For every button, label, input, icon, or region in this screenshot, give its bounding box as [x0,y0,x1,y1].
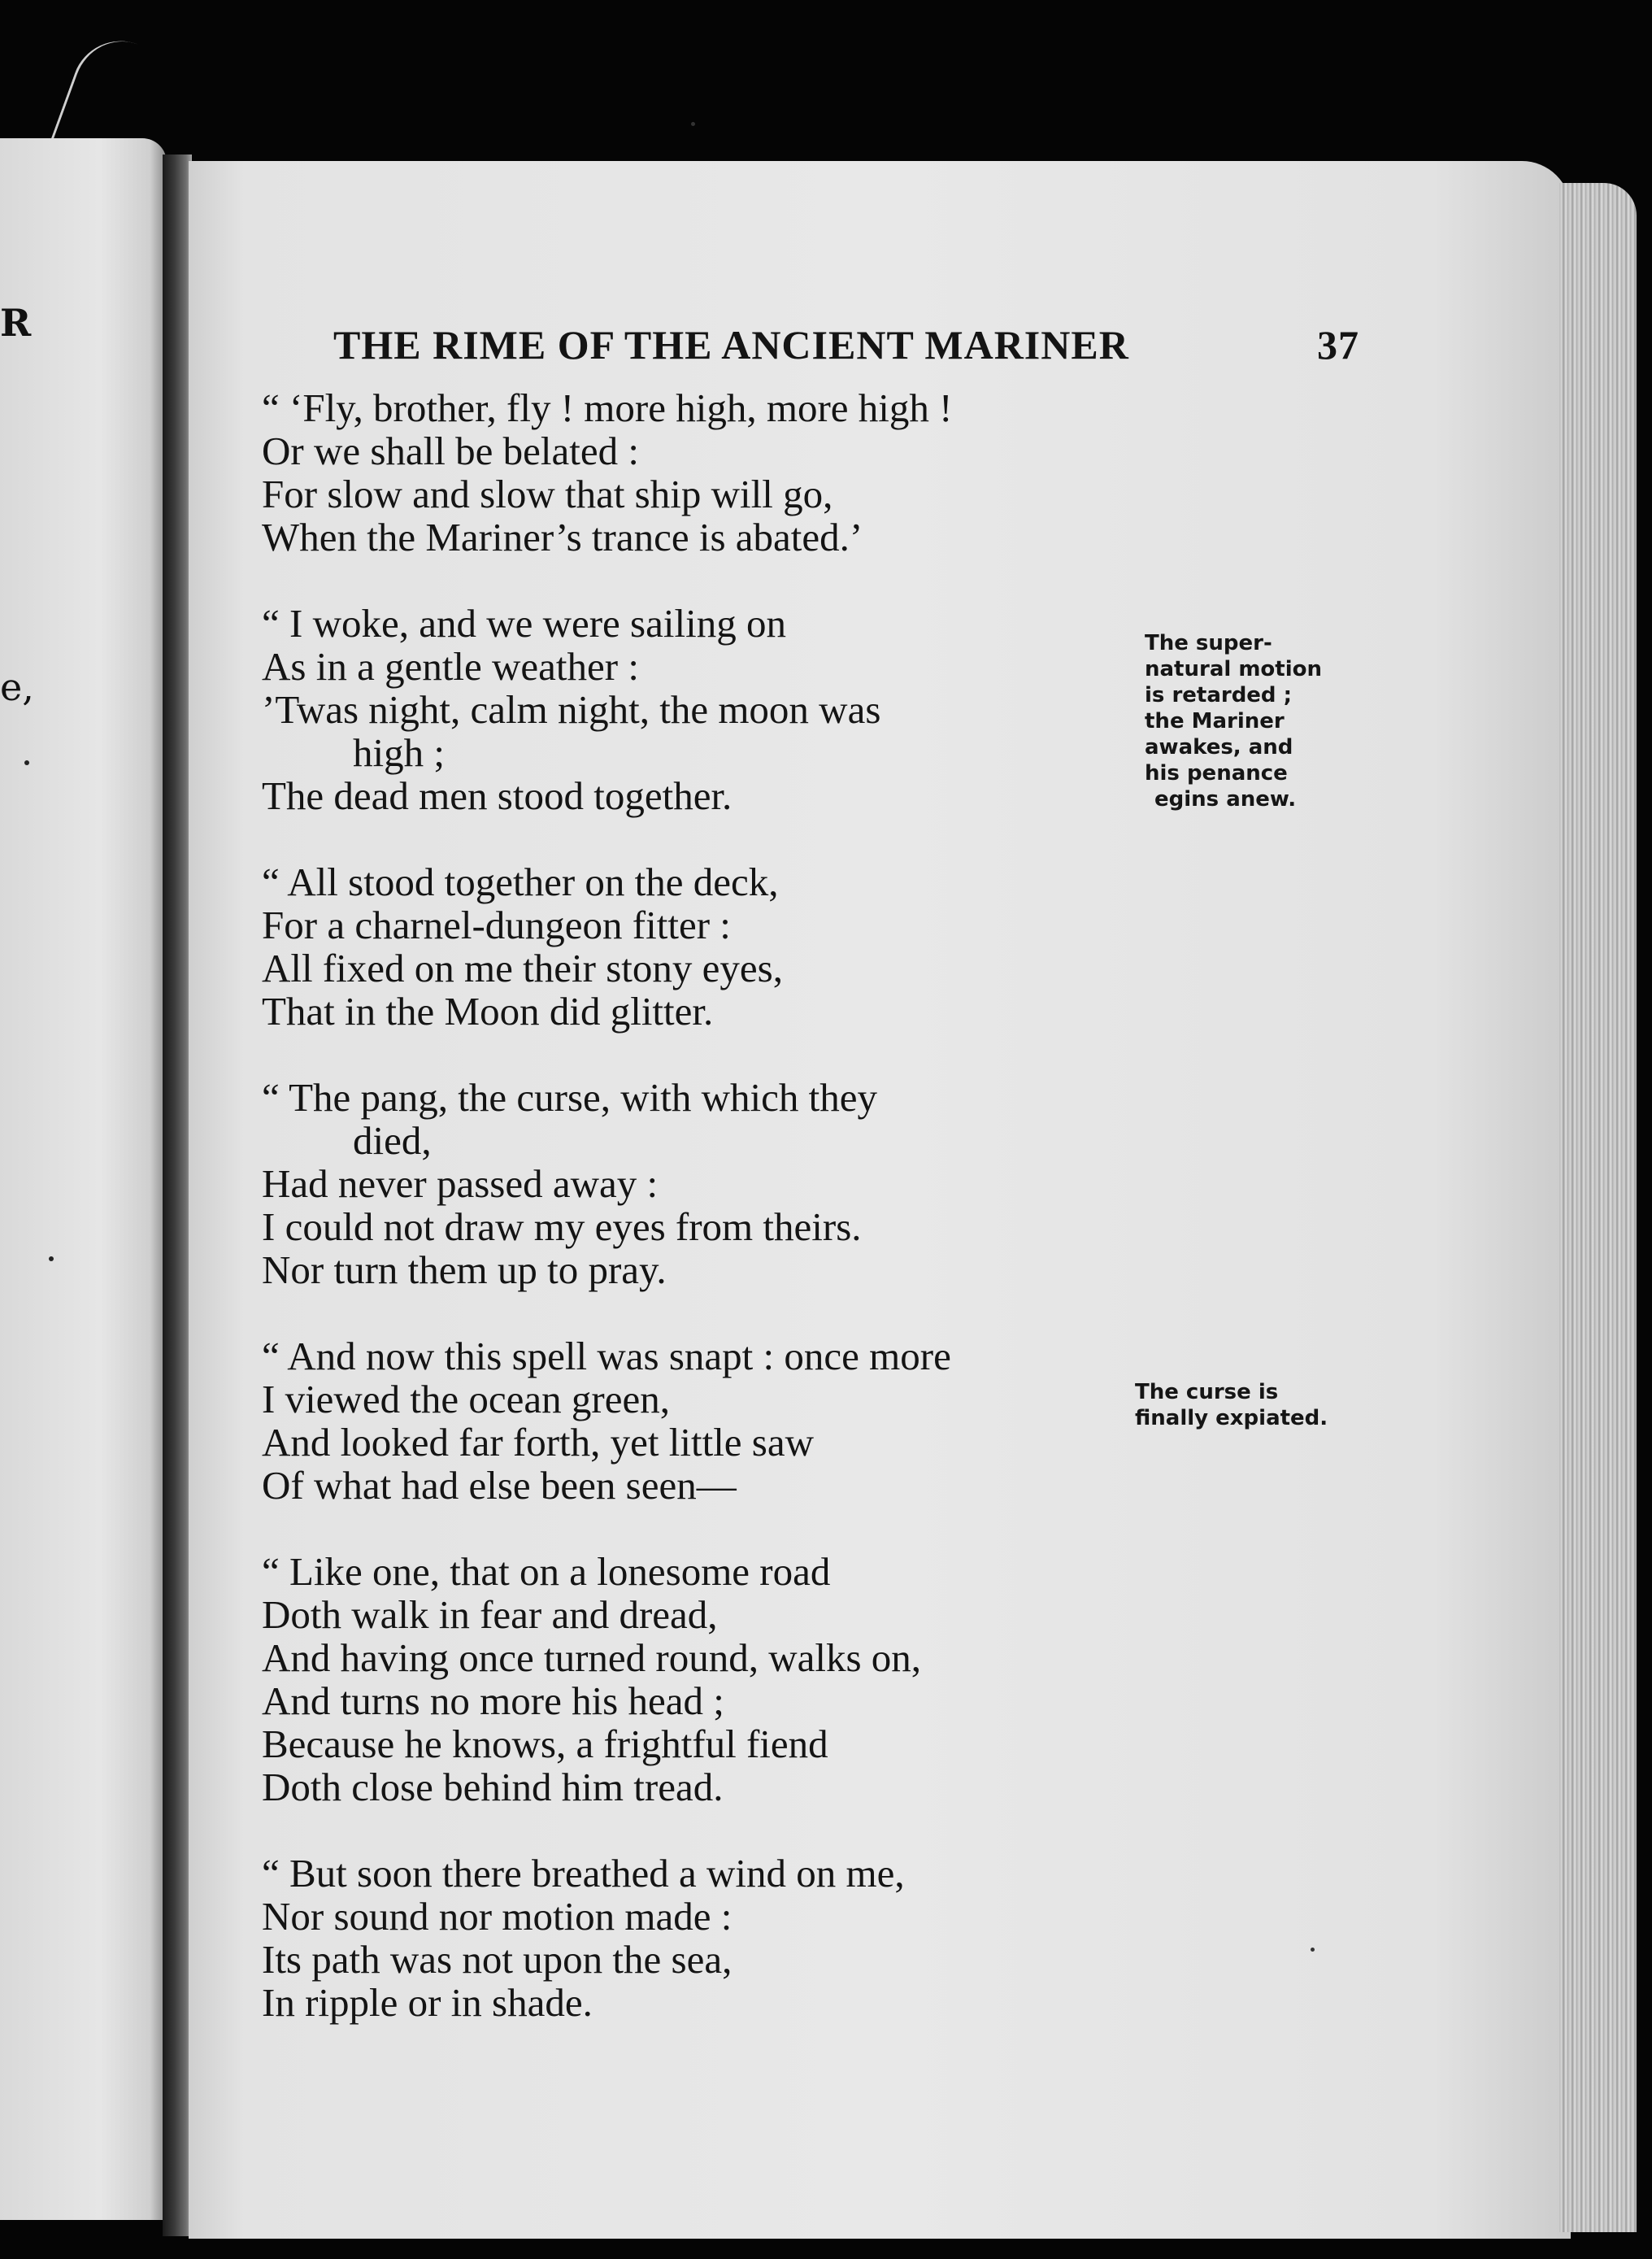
verse-line: “ But soon there breathed a wind on me, [262,1851,905,1896]
verse-line: And looked far forth, yet little saw [262,1420,815,1465]
marginal-gloss [1145,630,1340,812]
verse-line: For a charnel-dungeon fitter : [262,903,731,947]
speck [1311,1948,1315,1952]
gloss-line: awakes, and [1145,735,1293,760]
running-title: THE RIME OF THE ANCIENT MARINER [333,322,1129,368]
verse-line: Because he knows, a frightful fiend [262,1721,828,1766]
gloss-line: natural motion [1145,657,1322,681]
verse-line: Doth close behind him tread. [262,1765,724,1809]
verse-line: For slow and slow that ship will go, [262,472,833,516]
gloss-line: his penance [1145,761,1288,786]
verse-line-continuation: died, [353,1118,432,1163]
book-gutter [163,155,192,2236]
verse-line: Doth walk in fear and dread, [262,1592,718,1637]
stanza [262,860,1156,1033]
verse-line-continuation: high ; [353,730,445,775]
left-page-fragment: e, [0,665,34,709]
verse-line: And having once turned round, walks on, [262,1635,922,1680]
verse-line: “ I woke, and we were sailing on [262,601,786,646]
verse-line: Of what had else been seen— [262,1463,737,1508]
gloss-line: the Mariner [1145,709,1285,733]
left-page-fragment: R [0,301,32,345]
page-number: 37 [1317,322,1359,368]
previous-page-edge [0,138,167,2220]
verse-line: Nor turn them up to pray. [262,1247,667,1292]
stanza [262,386,1156,559]
verse-line: “ The pang, the curse, with which they [262,1075,878,1120]
poem-body [262,386,1156,2067]
verse-line: I viewed the ocean green, [262,1377,670,1421]
verse-line: “ ‘Fly, brother, fly ! more high, more high ! [262,385,953,430]
verse-line: That in the Moon did glitter. [262,989,714,1034]
stanza [262,1334,1156,1507]
verse-line: Or we shall be belated : [262,429,639,473]
gloss-line: egins anew. [1154,787,1297,812]
verse-line: When the Mariner’s trance is abated.’ [262,515,863,559]
verse-line: All fixed on me their stony eyes, [262,946,783,990]
stanza [262,602,1156,817]
marginal-gloss [1135,1379,1330,1431]
verse-line: “ And now this spell was snapt : once more [262,1334,951,1378]
verse-line: “ All stood together on the deck, [262,860,779,904]
verse-line: Its path was not upon the sea, [262,1937,733,1982]
gloss-line: The super- [1145,631,1272,655]
stanza [262,1076,1156,1291]
verse-line: Nor sound nor motion made : [262,1894,733,1939]
verse-line: Had never passed away : [262,1161,659,1206]
verse-line: ’Twas night, calm night, the moon was [262,687,881,732]
verse-line: I could not draw my eyes from theirs. [262,1204,862,1249]
stanza [262,1550,1156,1809]
gloss-line: is retarded ; [1145,683,1292,707]
verse-line: “ Like one, that on a lonesome road [262,1549,831,1594]
gloss-line: finally expiated. [1135,1406,1328,1430]
gloss-line: The curse is [1135,1380,1279,1404]
verse-line: The dead men stood together. [262,773,733,818]
speck [24,760,29,765]
page-edges [1559,183,1637,2232]
verse-line: In ripple or in shade. [262,1980,593,2025]
stanza [262,1852,1156,2024]
speck [691,122,695,126]
verse-line: And turns no more his head ; [262,1678,724,1723]
speck [49,1256,54,1261]
verse-line: As in a gentle weather : [262,644,639,689]
